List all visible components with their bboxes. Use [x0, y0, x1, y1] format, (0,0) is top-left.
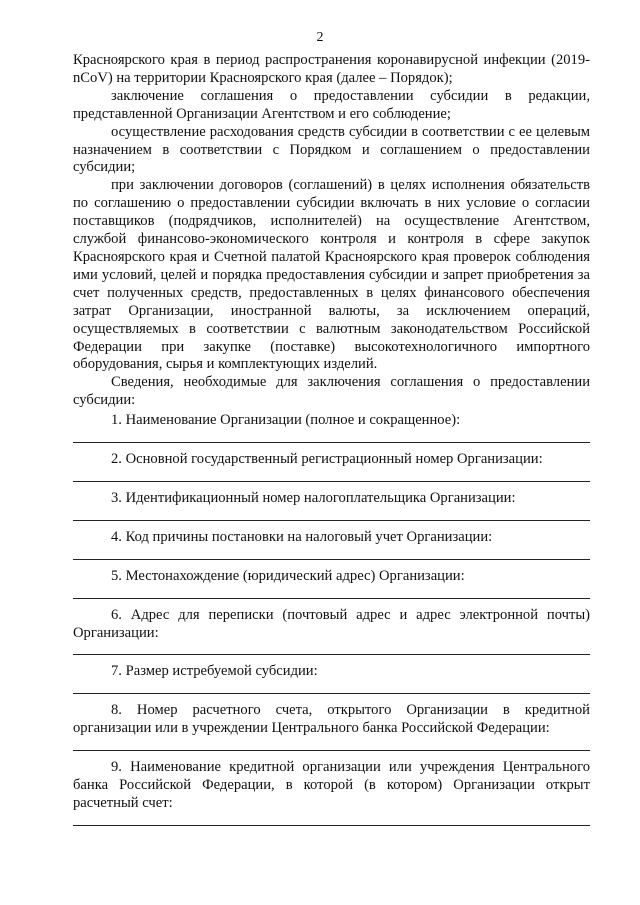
field-label-subsidy-amount: 7. Размер истребуемой субсидии: [111, 663, 318, 680]
field-line-subsidy-amount[interactable] [73, 681, 590, 694]
field-label-mailing-address: 6. Адрес для переписки (почтовый адрес и адрес электронной почты) Организации: [73, 606, 590, 641]
field-label-kpp: 4. Код причины постановки на налоговый учет Организации: [111, 528, 493, 545]
paragraph-spending: осуществление расходования средств субсидии в соответствии с ее целевым назначением в соответствии с Порядком и соглашением о предоставлении субсидии; [73, 123, 590, 176]
field-line-ogrn[interactable] [73, 469, 590, 482]
field-label-name: 1. Наименование Организации (полное и сокращенное): [111, 412, 461, 429]
field-label-ogrn: 2. Основной государственный регистрационный номер Организации: [111, 451, 543, 468]
field-line-account-number[interactable] [73, 738, 590, 751]
paragraph-info-intro: Сведения, необходимые для заключения соглашения о предоставлении субсидии: [73, 374, 590, 409]
field-line-name[interactable] [73, 430, 590, 443]
page-number: 2 [316, 30, 324, 45]
paragraph-contracts: при заключении договоров (соглашений) в целях исполнения обязательств по соглашению о предоставлении субсидии включать в них условие о согласии поставщиков (подрядчиков, исполнителей) на осуществление Агентством, службой финансово-экономического контроля и контроля в сфере закупок Красноярского края и Счетной палатой Красноярского края проверок соблюдения ими условий, целей и порядка предоставления субсидии и запрет приобретения за счет полученных средств, предоставленных в целях финансового обеспечения затрат Организации, иностранной валюты, за исключением операций, осуществляемых в соответствии с валютным законодательством Российской Федерации при закупке (поставке) высокотехнологичного импортного оборудования, сырья и комплектующих изделий. [73, 177, 590, 373]
document-body [73, 52, 590, 834]
field-line-kpp[interactable] [73, 547, 590, 560]
field-label-inn: 3. Идентификационный номер налогоплательщика Организации: [111, 489, 516, 506]
paragraph-continuation: Красноярского края в период распространения коронавирусной инфекции (2019-nCoV) на территории Красноярского края (далее – Порядок); [73, 52, 590, 86]
field-line-mailing-address[interactable] [73, 642, 590, 655]
field-line-inn[interactable] [73, 508, 590, 521]
paragraph-agreement: заключение соглашения о предоставлении субсидии в редакции, представленной Организации Агентством и его соблюдение; [73, 87, 590, 122]
field-line-address[interactable] [73, 586, 590, 599]
field-label-bank-name: 9. Наименование кредитной организации или учреждения Центрального банка Российской Федерации, в которой (в котором) Организации открыт расчетный счет: [73, 759, 590, 811]
field-label-address: 5. Местонахождение (юридический адрес) Организации: [111, 567, 465, 584]
field-label-account-number: 8. Номер расчетного счета, открытого Организации в кредитной организации или в учреждении Центрального банка Российской Федерации: [73, 702, 590, 737]
field-line-bank-name[interactable] [73, 813, 590, 826]
